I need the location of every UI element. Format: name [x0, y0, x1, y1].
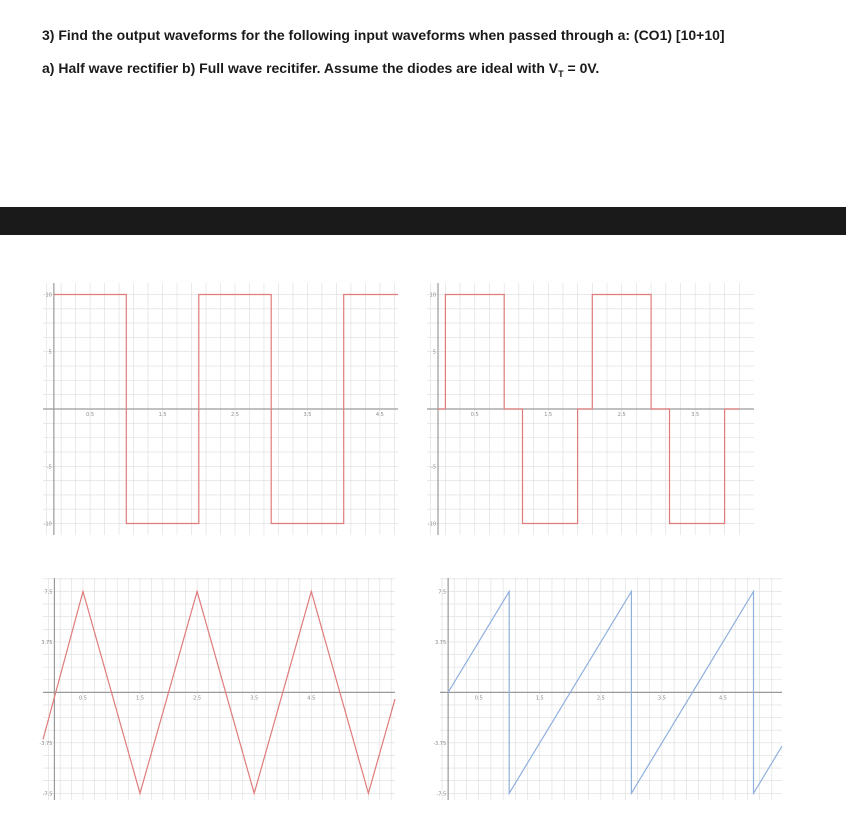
- dark-divider-band: [0, 207, 846, 235]
- x-tick-label: 2.5: [193, 695, 202, 702]
- x-tick-label: 3.5: [250, 695, 259, 702]
- plot-grid: [440, 578, 782, 800]
- y-tick-label: 7.5: [44, 589, 53, 596]
- y-tick-label: -5: [431, 464, 437, 471]
- sawtooth-wave-input-plot: [433, 578, 782, 800]
- question-subparts-text: a) Half wave rectifier b) Full wave recitifer. Assume the diodes are ideal with V: [42, 60, 559, 76]
- y-tick-label: 3.75: [41, 639, 53, 646]
- x-tick-label: 1.5: [535, 695, 544, 702]
- y-tick-label: 5: [432, 349, 437, 356]
- x-tick-label: 0.5: [86, 412, 95, 418]
- x-tick-label: 2.5: [596, 695, 605, 702]
- question-subparts: [42, 60, 599, 79]
- y-tick-label: -10: [427, 521, 437, 528]
- y-tick-label: 7.5: [438, 589, 447, 596]
- x-tick-label: 0.5: [470, 412, 479, 418]
- question-subparts-end: = 0V.: [563, 60, 600, 76]
- x-tick-label: 0.5: [474, 695, 483, 702]
- triangle-wave-input-plot: [39, 578, 395, 800]
- y-tick-label: -7.5: [436, 791, 447, 798]
- y-tick-label: -7.5: [42, 791, 53, 798]
- threshold-subscript: T: [558, 68, 564, 79]
- y-tick-label: -3.75: [39, 740, 53, 747]
- x-tick-label: 1.5: [136, 695, 145, 702]
- x-tick-label: 3.5: [657, 695, 666, 702]
- x-tick-label: 4.5: [718, 695, 727, 702]
- x-tick-label: 1.5: [544, 412, 553, 418]
- x-tick-label: 3.5: [303, 412, 312, 418]
- x-tick-label: 3.5: [691, 412, 700, 418]
- x-tick-label: 2.5: [617, 412, 626, 418]
- x-tick-label: 0.5: [78, 695, 87, 702]
- x-tick-label: 2.5: [231, 412, 239, 418]
- y-tick-label: -3.75: [433, 740, 447, 747]
- y-tick-label: 10: [429, 292, 437, 299]
- plot-grid: [43, 578, 395, 800]
- question-heading: 3) Find the output waveforms for the following input waveforms when passed through a: (CO1) [10+10]: [42, 27, 725, 43]
- x-tick-label: 4.5: [307, 695, 316, 702]
- y-tick-label: 10: [45, 292, 52, 299]
- square-wave-input-plot: [43, 283, 398, 535]
- y-tick-label: 5: [48, 349, 52, 356]
- y-tick-label: 3.75: [435, 639, 447, 646]
- y-tick-label: -10: [43, 521, 52, 528]
- y-tick-label: -5: [46, 464, 52, 471]
- square-wave-output-plot: [427, 283, 754, 535]
- x-tick-label: 1.5: [158, 412, 167, 418]
- x-tick-label: 4.5: [375, 412, 384, 418]
